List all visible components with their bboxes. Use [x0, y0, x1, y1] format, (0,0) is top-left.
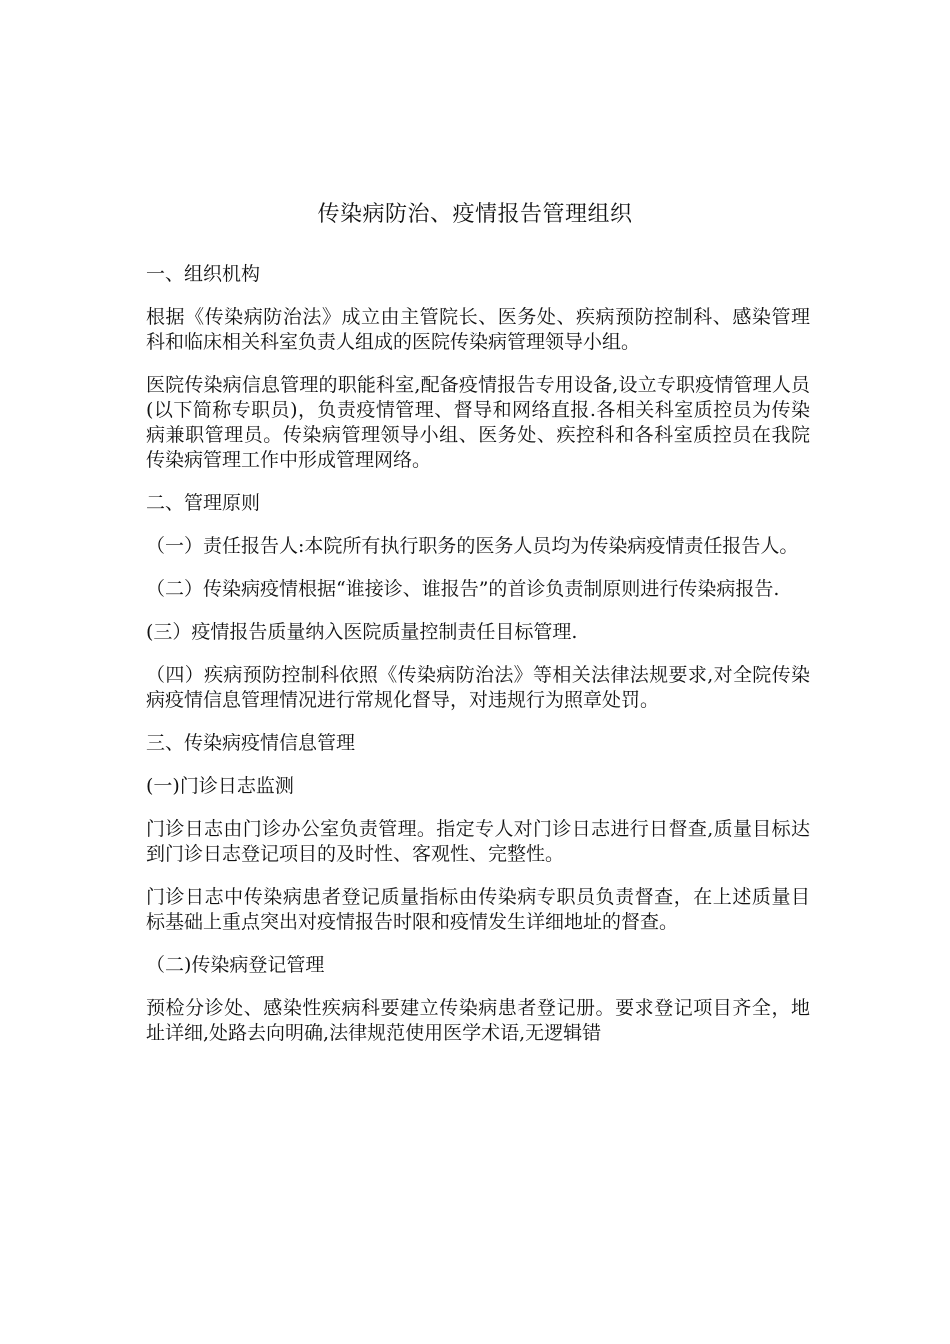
- paragraph: 预检分诊处、感染性疾病科要建立传染病患者登记册。要求登记项目齐全，地址详细,处路去向明确,法律规范使用医学术语,无逻辑错: [146, 997, 810, 1044]
- paragraph: 根据《传染病防治法》成立由主管院长、医务处、疾病预防控制科、感染管理科和临床相关科室负责人组成的医院传染病管理领导小组。: [146, 306, 810, 353]
- document-title: 传染病防治、疫情报告管理组织: [317, 202, 633, 227]
- paragraph: （二）传染病疫情根据“谁接诊、谁报告”的首诊负责制原则进行传染病报告.: [146, 578, 780, 600]
- subsection-heading: (一)门诊日志监测: [146, 775, 294, 797]
- paragraph: 门诊日志由门诊办公室负责管理。指定专人对门诊日志进行日督查,质量目标达到门诊日志登记项目的及时性、客观性、完整性。: [146, 818, 810, 865]
- subsection-heading: （二)传染病登记管理: [146, 954, 325, 976]
- section-heading-organization: 一、组织机构: [146, 263, 261, 285]
- section-heading-information: 三、传染病疫情信息管理: [146, 732, 356, 754]
- paragraph: （一）责任报告人:本院所有执行职务的医务人员均为传染病疫情责任报告人。: [146, 535, 799, 557]
- paragraph: (三）疫情报告质量纳入医院质量控制责任目标管理.: [146, 621, 578, 643]
- paragraph: 医院传染病信息管理的职能科室,配备疫情报告专用设备,设立专职疫情管理人员(以下简称专职员)，负责疫情管理、督导和网络直报.各相关科室质控员为传染病兼职管理员。传染病管理领导小组、医务处、疾控科和各科室质控员在我院传染病管理工作中形成管理网络。: [146, 374, 810, 471]
- document-body: [146, 262, 810, 1064]
- section-heading-principles: 二、管理原则: [146, 492, 261, 514]
- paragraph: 门诊日志中传染病患者登记质量指标由传染病专职员负责督查，在上述质量目标基础上重点突出对疫情报告时限和疫情发生详细地址的督查。: [146, 886, 810, 933]
- paragraph: （四）疾病预防控制科依照《传染病防治法》等相关法律法规要求,对全院传染病疫情信息管理情况进行常规化督导，对违规行为照章处罚。: [146, 664, 810, 711]
